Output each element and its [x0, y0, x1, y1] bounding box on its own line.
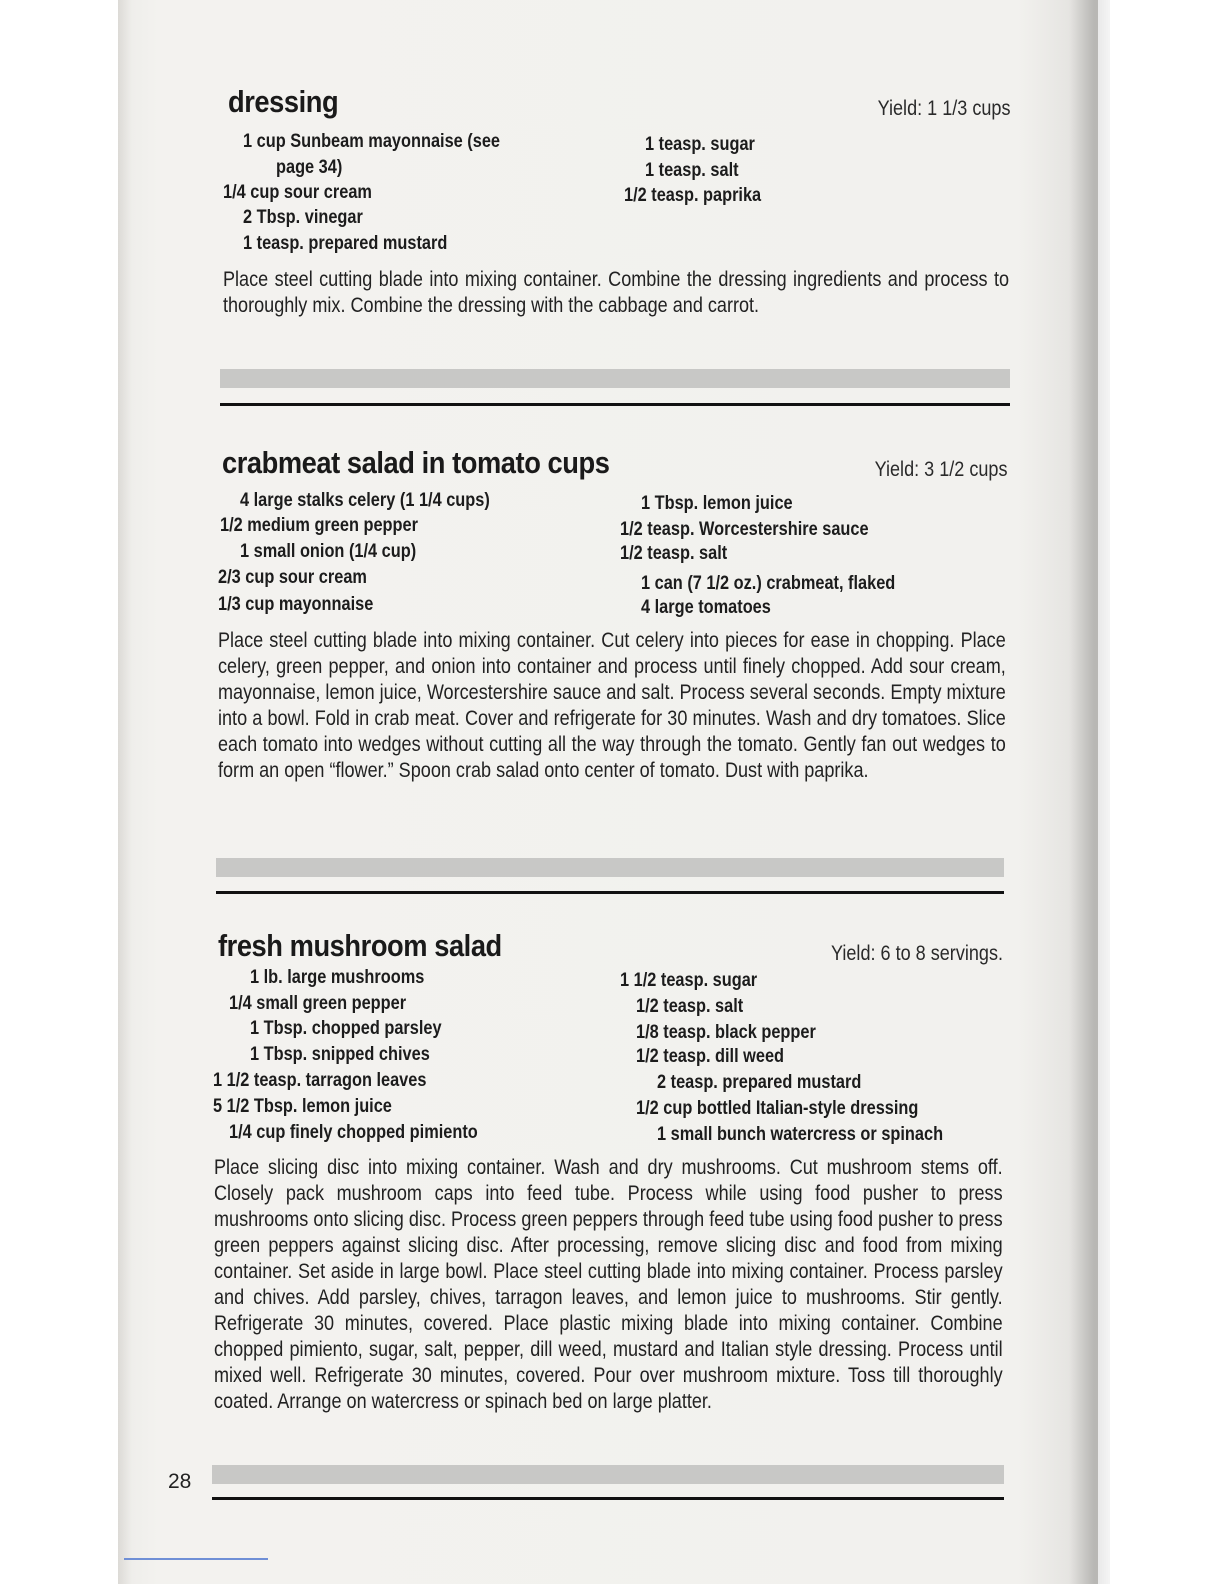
section-rule: [220, 403, 1010, 406]
recipe-yield: Yield: 1 1/3 cups: [877, 97, 1010, 120]
scan-edge-line: [124, 1558, 268, 1560]
ingredient: 1/2 cup bottled Italian-style dressing: [636, 1098, 919, 1119]
page-gutter-shadow: [1070, 0, 1110, 1584]
ingredient: 1 cup Sunbeam mayonnaise (see: [243, 131, 501, 152]
ingredient: 5 1/2 Tbsp. lemon juice: [213, 1096, 392, 1117]
ingredient: 4 large tomatoes: [641, 597, 771, 618]
recipe-yield: Yield: 3 1/2 cups: [874, 458, 1007, 481]
ingredient: 1/2 teasp. dill weed: [636, 1046, 785, 1067]
ingredient: 1 small onion (1/4 cup): [240, 541, 417, 562]
ingredient: 1 1/2 teasp. tarragon leaves: [213, 1070, 427, 1091]
ingredient: 2 Tbsp. vinegar: [243, 207, 363, 228]
recipe-title: crabmeat salad in tomato cups: [222, 445, 610, 480]
recipe-directions: Place steel cutting blade into mixing container. Combine the dressing ingredients and process to thoroughly mix. Combine the dressing with the cabbage and carrot.: [223, 268, 1010, 317]
recipe-directions: Place slicing disc into mixing container. Wash and dry mushrooms. Cut mushroom stems off. Closely pack mushroom caps into feed tube. Process while using food pusher to press mushrooms onto slicing disc. Process green peppers through feed tube using food pusher to press green peppers against slicing disc. After processing, remove slicing disc and food from mixing container. Set aside in large bowl. Place steel cutting blade into mixing container. Process parsley and chives. Add parsley, chives, tarragon leaves, and lemon juice to mushrooms. Stir gently. Refrigerate 30 minutes, covered. Place plastic mixing blade into mixing container. Combine chopped pimiento, sugar, salt, pepper, dill weed, mustard and Italian style dressing. Process until mixed well. Refrigerate 30 minutes, covered. Pour over mushroom mixture. Toss till thoroughly coated. Arrange on watercress or spinach bed on large platter.: [214, 1156, 1003, 1413]
ingredient: 1/2 teasp. salt: [620, 543, 728, 564]
ingredient: 1/8 teasp. black pepper: [636, 1022, 816, 1043]
ingredient: 1 Tbsp. lemon juice: [641, 493, 793, 514]
ingredient: 1/4 cup sour cream: [223, 182, 372, 203]
ingredient: 1/2 teasp. Worcestershire sauce: [620, 519, 869, 540]
ingredient: 1 can (7 1/2 oz.) crabmeat, flaked: [641, 573, 896, 594]
ingredient: 1 1/2 teasp. sugar: [620, 970, 758, 991]
ingredient: page 34): [276, 157, 343, 178]
ingredient: 1/2 teasp. salt: [636, 996, 744, 1017]
ingredient: 1/2 teasp. paprika: [624, 185, 762, 206]
recipe-directions: Place steel cutting blade into mixing container. Cut celery into pieces for ease in chopping. Place celery, green pepper, and onion into container and process until finely chopped. Add sour cream, mayonnaise, lemon juice, Worcestershire sauce and salt. Process several seconds. Empty mixture into a bowl. Fold in crab meat. Cover and refrigerate for 30 minutes. Wash and dry tomatoes. Slice each tomato into wedges without cutting all the way through the tomato. Gently fan out wedges to form an open “flower.” Spoon crab salad onto center of tomato. Dust with paprika.: [218, 629, 1006, 782]
page-number: 28: [168, 1470, 192, 1493]
ingredient: 1/4 cup finely chopped pimiento: [229, 1122, 478, 1143]
ingredient: 1 Tbsp. snipped chives: [250, 1044, 430, 1065]
ingredient: 2 teasp. prepared mustard: [657, 1072, 862, 1093]
ingredient: 1/2 medium green pepper: [220, 515, 418, 536]
section-rule: [212, 1497, 1004, 1500]
ingredient: 1 teasp. salt: [645, 160, 739, 181]
ingredient: 1/3 cup mayonnaise: [218, 594, 374, 615]
section-gray-bar: [216, 858, 1004, 877]
ingredient: 2/3 cup sour cream: [218, 567, 367, 588]
ingredient: 1/4 small green pepper: [229, 993, 407, 1014]
ingredient: 4 large stalks celery (1 1/4 cups): [240, 490, 490, 511]
recipe-title: fresh mushroom salad: [218, 928, 502, 963]
ingredient: 1 lb. large mushrooms: [250, 967, 425, 988]
section-gray-bar: [220, 369, 1010, 388]
recipe-title: dressing: [228, 84, 339, 119]
ingredient: 1 small bunch watercress or spinach: [657, 1124, 944, 1145]
section-rule: [216, 891, 1004, 894]
ingredient: 1 teasp. sugar: [645, 134, 755, 155]
ingredient: 1 teasp. prepared mustard: [243, 233, 448, 254]
section-gray-bar: [212, 1465, 1004, 1484]
recipe-yield: Yield: 6 to 8 servings.: [831, 942, 1003, 965]
ingredient: 1 Tbsp. chopped parsley: [250, 1018, 442, 1039]
